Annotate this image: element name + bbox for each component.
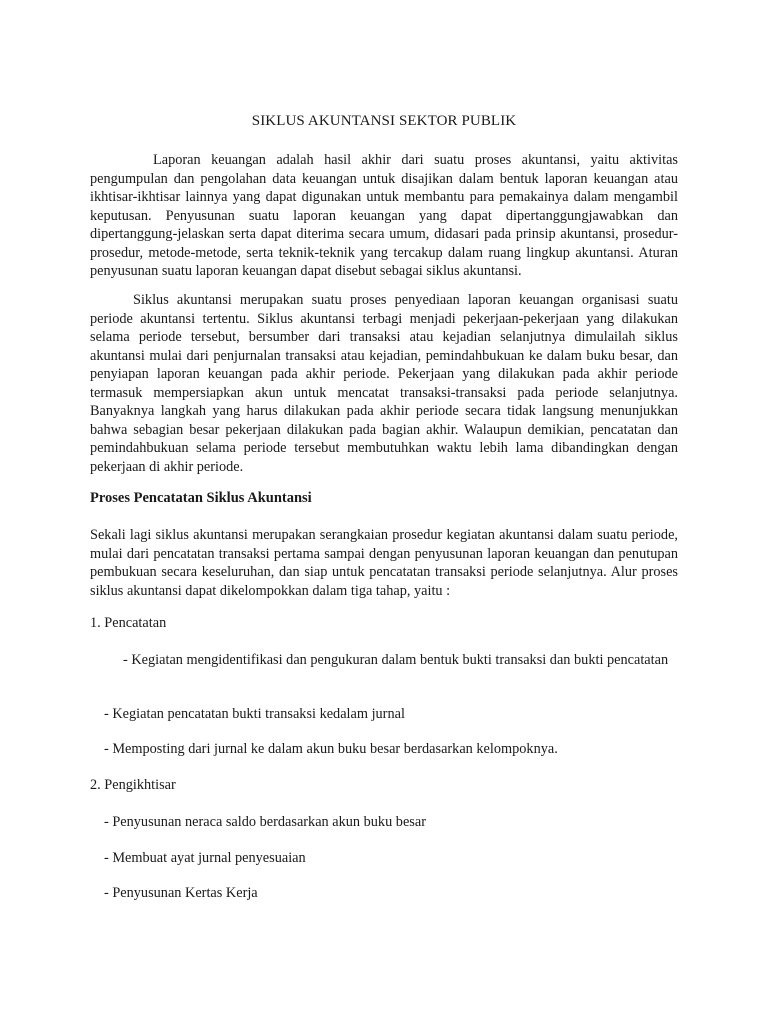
stage-2-item: - Membuat ayat jurnal penyesuaian	[104, 850, 306, 866]
stage-1-item: - Memposting dari jurnal ke dalam akun buku besar berdasarkan kelompoknya.	[104, 741, 558, 757]
paragraph-intro: Laporan keuangan adalah hasil akhir dari suatu proses akuntansi, yaitu aktivitas pengumpulan dan pengolahan data keuangan untuk disajikan dalam bentuk laporan keuangan atau ikhtisar-ikhtisar lainnya yang dapat digunakan untuk membantu para pemakainya dalam mengambil keputusan. Penyusunan suatu laporan keuangan yang dapat dipertanggungjawabkan dan dipertanggung-jelaskan serta dapat diterima secara umum, didasari pada prinsip akuntansi, prosedur-prosedur, metode-metode, serta teknik-teknik yang tercakup dalam ruang lingkup akuntansi. Aturan penyusunan suatu laporan keuangan dapat disebut sebagai siklus akuntansi.	[90, 152, 678, 279]
stage-2-item: - Penyusunan neraca saldo berdasarkan akun buku besar	[104, 814, 426, 830]
stage-2-label: 2. Pengikhtisar	[90, 777, 176, 793]
section-heading: Proses Pencatatan Siklus Akuntansi	[90, 490, 312, 506]
paragraph-cycle: Siklus akuntansi merupakan suatu proses penyediaan laporan keuangan organisasi suatu periode akuntansi tertentu. Siklus akuntansi terbagi menjadi pekerjaan-pekerjaan yang dilakukan selama periode tersebut, bersumber dari transaksi atau kejadian selanjutnya dimulailah siklus akuntansi mulai dari penjurnalan transaksi atau kejadian, pemindahbukuan ke dalam buku besar, dan penyiapan laporan keuangan pada akhir periode. Pekerjaan yang dilakukan pada akhir periode termasuk mempersiapkan akun untuk mencatat transaksi-transaksi pada periode selanjutnya. Banyaknya langkah yang harus dilakukan pada akhir periode secara tidak langsung menunjukkan bahwa sebagian besar pekerjaan dilakukan pada bagian akhir. Walaupun demikian, pencatatan dan pemindahbukuan selama periode tersebut membutuhkan waktu lebih lama dibandingkan dengan pekerjaan di akhir periode.	[90, 292, 678, 475]
stage-1-item: - Kegiatan pencatatan bukti transaksi kedalam jurnal	[104, 706, 405, 722]
paragraph-process: Sekali lagi siklus akuntansi merupakan serangkaian prosedur kegiatan akuntansi dalam suatu periode, mulai dari pencatatan transaksi pertama sampai dengan penyusunan laporan keuangan dan penutupan pembukuan secara keseluruhan, dan siap untuk pencatatan transaksi periode selanjutnya. Alur proses siklus akuntansi dapat dikelompokkan dalam tiga tahap, yaitu :	[90, 527, 678, 599]
stage-1-item: - Kegiatan mengidentifikasi dan pengukuran dalam bentuk bukti transaksi dan bukti pencatatan	[123, 652, 669, 668]
stage-2-item: - Penyusunan Kertas Kerja	[104, 885, 258, 901]
stage-1-label: 1. Pencatatan	[90, 615, 167, 631]
document-title: SIKLUS AKUNTANSI SEKTOR PUBLIK	[251, 113, 517, 129]
